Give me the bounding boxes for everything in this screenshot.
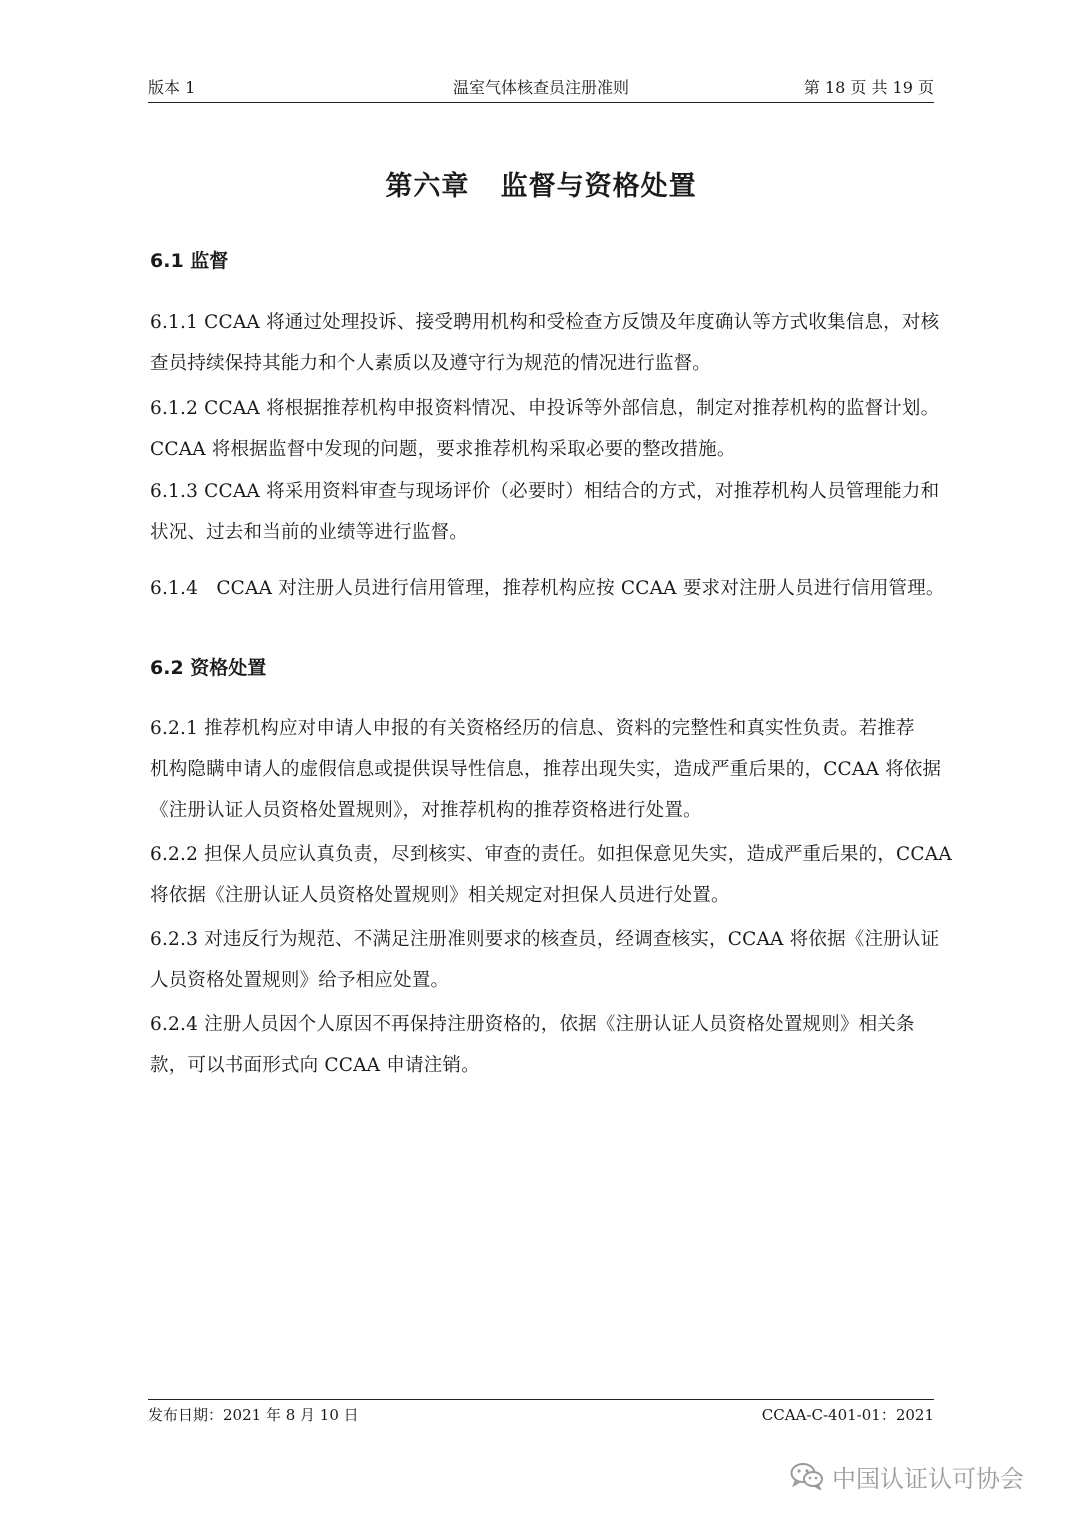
page-number: 第 18 页 共 19 页	[803, 78, 934, 97]
paragraph-6-1-4: 6.1.4 CCAA 对注册人员进行信用管理，推荐机构应按 CCAA 要求对注册人员进行信用管理。	[150, 578, 945, 599]
paragraph-6-2-3: 6.2.3 对违反行为规范、不满足注册准则要求的核查员，经调查核实，CCAA 将依据《注册认证 人员资格处置规则》给予相应处置。	[150, 929, 940, 991]
document-code: CCAA-C-401-01：2021	[761, 1406, 934, 1424]
section-heading-supervision: 6.1 监督	[150, 250, 229, 272]
version-label: 版本 1	[148, 78, 196, 97]
paragraph-6-1-1: 6.1.1 CCAA 将通过处理投诉、接受聘用机构和受检查方反馈及年度确认等方式收集信息，对核 查员持续保持其能力和个人素质以及遵守行为规范的情况进行监督。	[150, 312, 940, 374]
paragraph-6-1-2: 6.1.2 CCAA 将根据推荐机构申报资料情况、申投诉等外部信息，制定对推荐机构的监督计划。 CCAA 将根据监督中发现的问题，要求推荐机构采取必要的整改措施。	[150, 398, 940, 460]
paragraph-6-1-3: 6.1.3 CCAA 将采用资料审查与现场评价（必要时）相结合的方式，对推荐机构人员管理能力和 状况、过去和当前的业绩等进行监督。	[150, 481, 940, 543]
chapter-title: 第六章 监督与资格处置	[385, 171, 697, 202]
footer-divider	[148, 1399, 934, 1400]
page-header	[148, 78, 934, 102]
watermark-text: 中国认证认可协会	[832, 1464, 1024, 1493]
paragraph-6-2-1: 6.2.1 推荐机构应对申请人申报的有关资格经历的信息、资料的完整性和真实性负责。若推荐 机构隐瞒申请人的虚假信息或提供误导性信息，推荐出现失实，造成严重后果的，CCAA 将依据 《注册认证人员资格处置规则》，对推荐机构的推荐资格进行处置。	[150, 718, 942, 821]
document-title: 温室气体核查员注册准则	[452, 78, 629, 97]
header-divider	[148, 102, 934, 103]
release-date: 发布日期：2021 年 8 月 10 日	[148, 1406, 359, 1424]
wechat-icon	[790, 1462, 824, 1490]
section-heading-qualification-disposal: 6.2 资格处置	[150, 657, 267, 679]
watermark	[790, 1458, 1024, 1494]
paragraph-6-2-4: 6.2.4 注册人员因个人原因不再保持注册资格的，依据《注册认证人员资格处置规则》相关条 款，可以书面形式向 CCAA 申请注销。	[150, 1014, 915, 1076]
paragraph-6-2-2: 6.2.2 担保人员应认真负责，尽到核实、审查的责任。如担保意见失实，造成严重后果的，CCAA 将依据《注册认证人员资格处置规则》相关规定对担保人员进行处置。	[150, 844, 952, 906]
